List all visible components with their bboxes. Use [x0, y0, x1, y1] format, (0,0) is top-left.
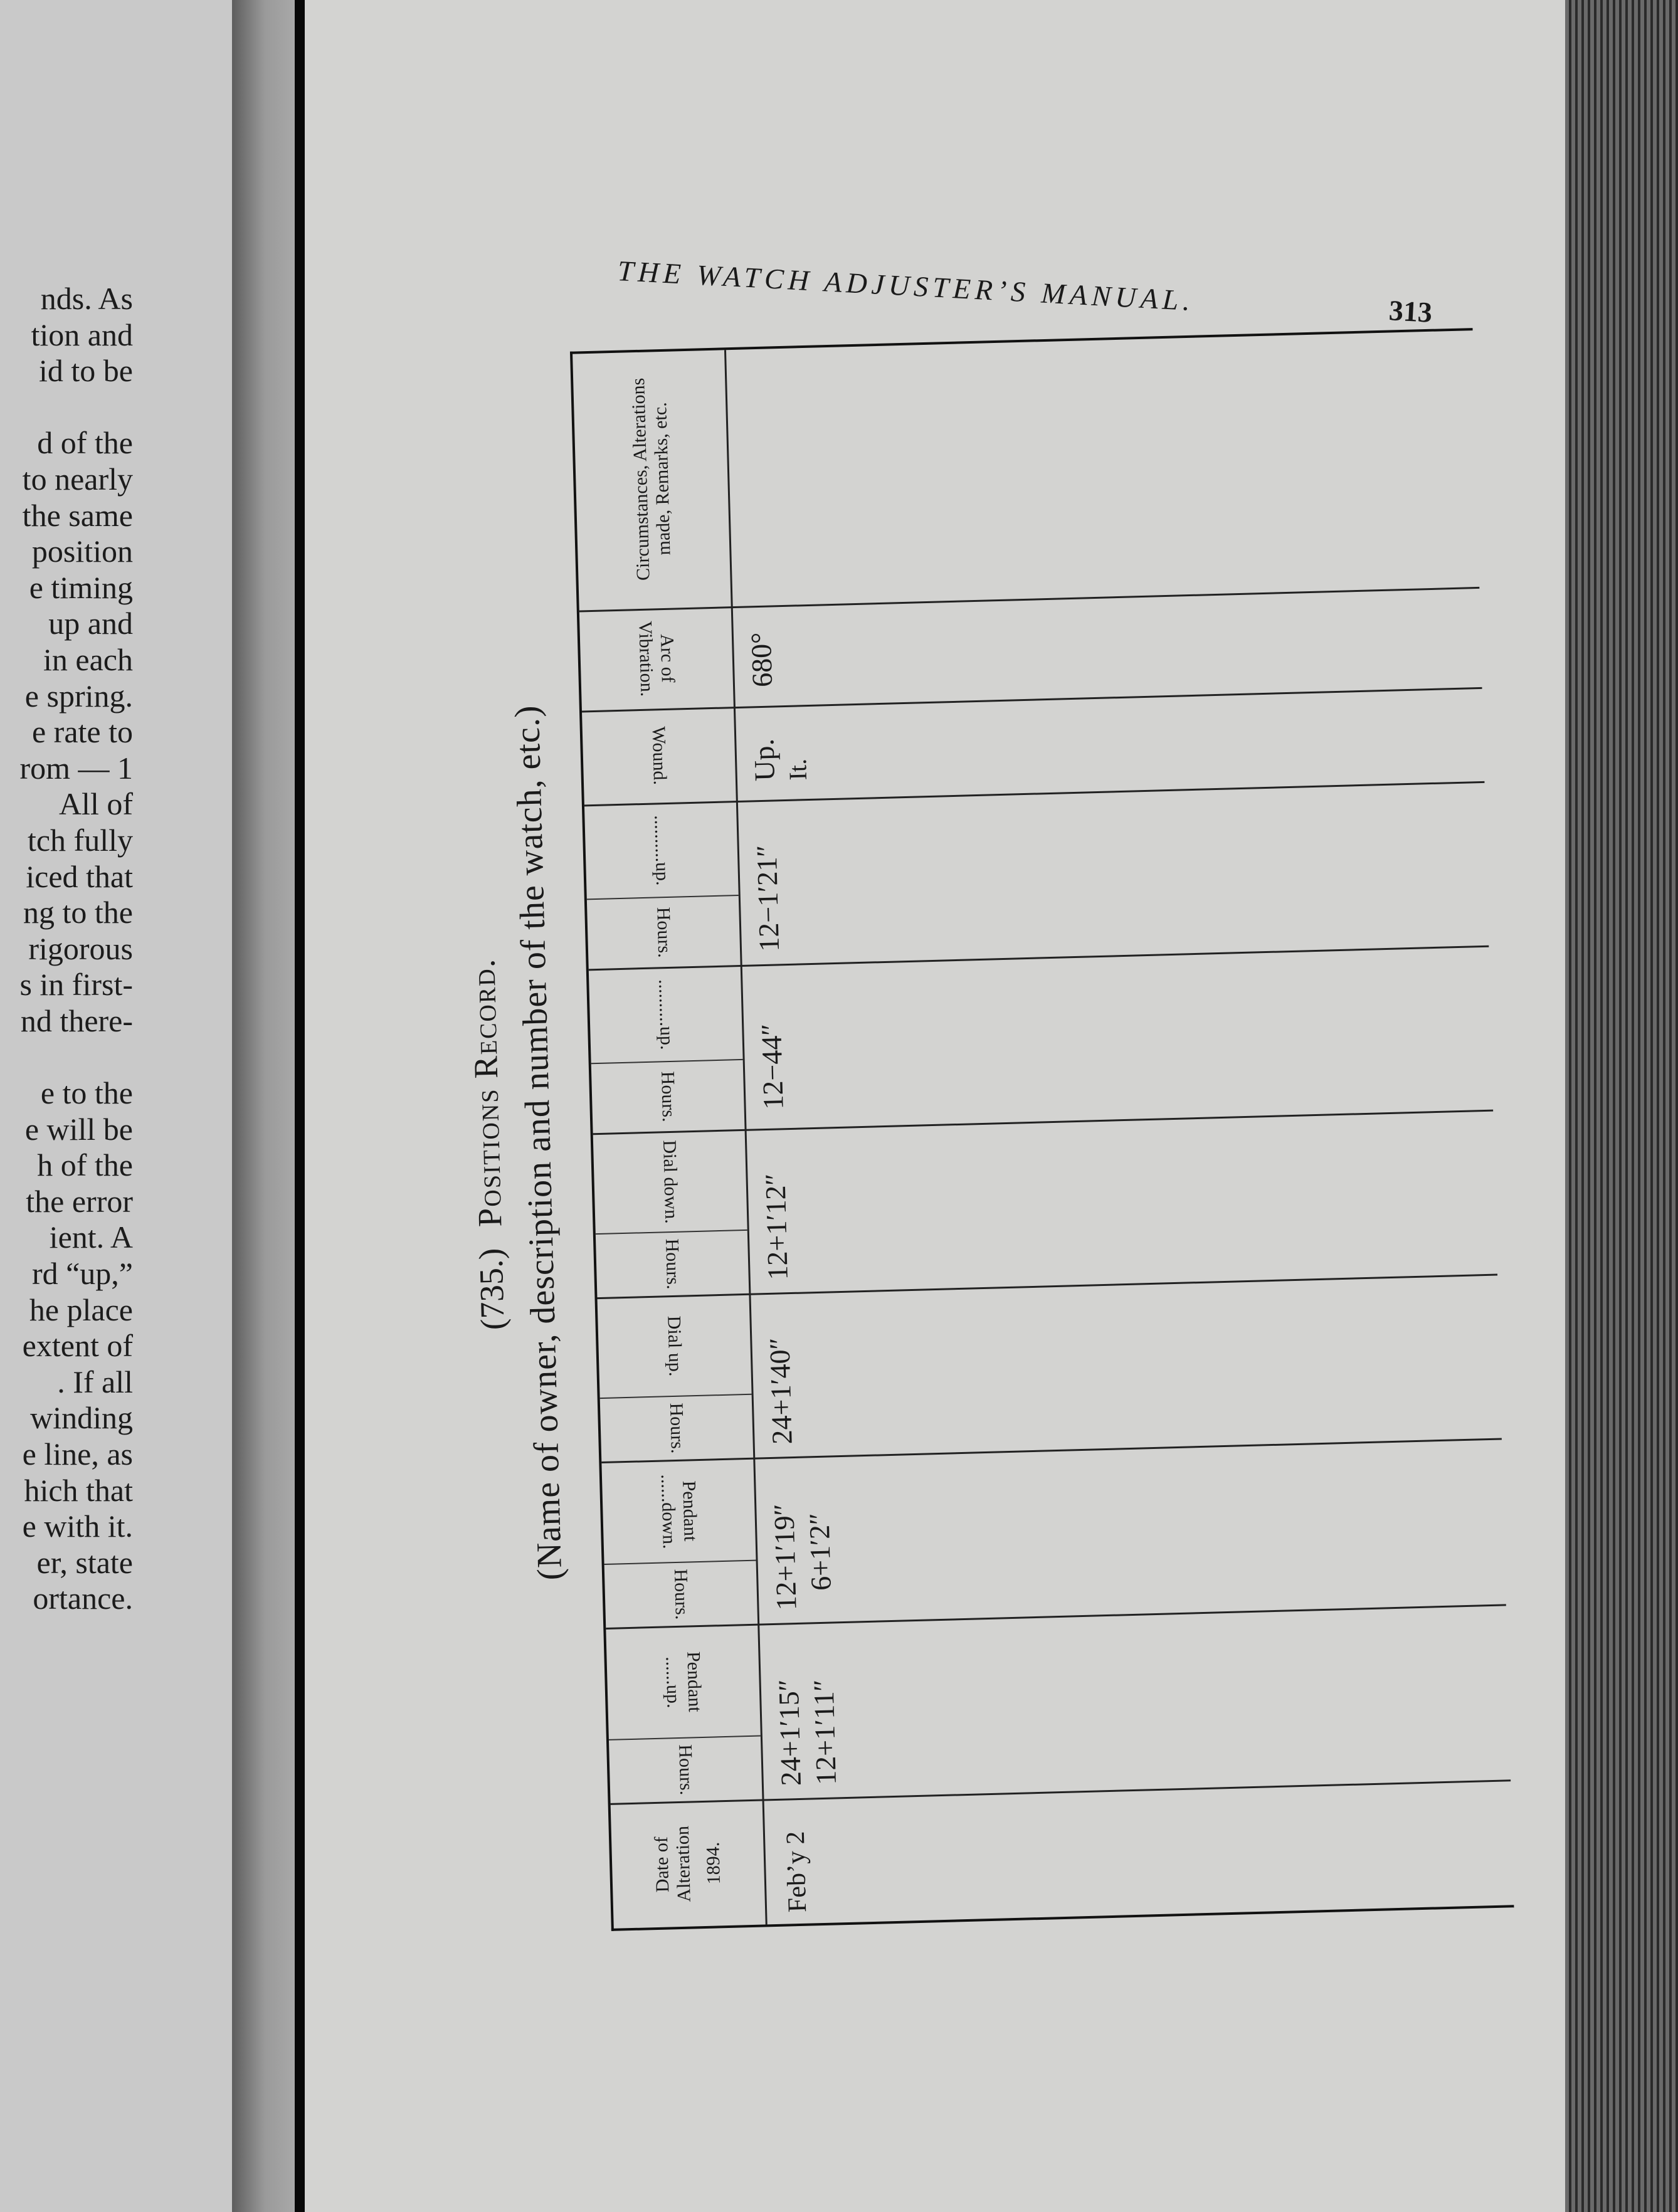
left-page-line: e to the [40, 1075, 133, 1111]
page-edges [1565, 0, 1678, 2212]
header-hours-3: Hours. [665, 1403, 689, 1454]
left-page-line: ng to the [23, 895, 133, 930]
left-page-line: iced that [26, 858, 133, 894]
positions-record-table [448, 331, 1404, 1934]
header-dial-down: Dial down. [658, 1139, 682, 1224]
cell-wound-2: It. [783, 758, 812, 781]
header-year: 1894. [702, 1841, 725, 1885]
header-hours-4: Hours. [662, 1238, 684, 1290]
header-blank-up-1: ..........up. [655, 979, 678, 1050]
cell-dial-up: 24+1′40″ [763, 1337, 798, 1445]
header-arc: Arc of Vibration. [635, 620, 678, 697]
left-page-line: the same [22, 497, 133, 533]
table-title: Positions Record. [464, 957, 509, 1228]
running-head: THE WATCH ADJUSTER’S MANUAL. [616, 255, 1196, 317]
cell-wound-1: Up. [747, 738, 781, 782]
col-pendant-down [601, 1438, 1506, 1627]
left-page-line: e line, as [22, 1436, 133, 1472]
left-page-line: rd “up,” [31, 1256, 133, 1292]
header-date: Date of Alteration [651, 1825, 695, 1903]
header-pendant-down: Pendant ......down. [657, 1473, 701, 1549]
cell-pendant-up-2: 12+1′11″ [807, 1678, 842, 1786]
left-page-line: ortance. [33, 1581, 133, 1616]
left-page-line: rigorous [28, 930, 133, 966]
table-subtitle: (Name of owner, description and number of the watch, etc.) [507, 704, 570, 1581]
col-blank-up-2 [584, 781, 1489, 969]
col-pendant-up [606, 1604, 1511, 1803]
cell-pendant-down-1: 12+1′19″ [768, 1503, 803, 1611]
left-page-line: ient. A [49, 1219, 133, 1255]
header-wound: Wound. [648, 726, 671, 786]
left-page-line: id to be [39, 353, 133, 389]
left-page-line: All of [58, 786, 133, 822]
header-pendant-up: Pendant ......up. [662, 1651, 705, 1713]
header-dial-up: Dial up. [663, 1315, 686, 1377]
left-page-line: e with it. [22, 1509, 133, 1544]
col-dial-down [593, 1110, 1497, 1298]
left-page-line [0, 389, 133, 426]
cell-blank-up-1: 12−44″ [755, 1023, 789, 1110]
cell-pendant-down-2: 6+1′2″ [803, 1512, 837, 1591]
left-page-line: in each [43, 641, 133, 677]
left-page-line: e spring. [24, 678, 133, 714]
table-grid [570, 328, 1514, 1931]
col-blank-up-1 [589, 945, 1493, 1134]
left-page-line: e rate to [31, 714, 133, 750]
cell-pendant-up-1: 24+1′15″ [772, 1678, 807, 1786]
left-page-line: d of the [37, 425, 133, 461]
header-remarks: Circumstances, Alterations made, Remarks, etc. [628, 377, 675, 581]
left-page-line: nds. As [40, 281, 133, 316]
col-dial-up [597, 1274, 1501, 1462]
header-hours-5: Hours. [657, 1071, 680, 1122]
cell-dial-down: 12+1′12″ [759, 1172, 794, 1281]
book-spine [295, 0, 305, 2212]
cell-arc: 680° [744, 631, 779, 688]
left-page-text [0, 281, 133, 1617]
left-facing-page [0, 0, 232, 2212]
left-page-line: h of the [37, 1147, 133, 1183]
left-page-line: extent of [22, 1328, 133, 1364]
left-page-line: tch fully [27, 822, 133, 858]
left-page-line [0, 1039, 133, 1075]
left-page-line: he place [29, 1292, 133, 1327]
table-number: (735.) [472, 1248, 512, 1331]
header-hours-6: Hours. [653, 907, 675, 958]
cell-date: Feb’y 2 [781, 1831, 813, 1913]
left-page-line: e timing [29, 569, 133, 605]
col-remarks [573, 328, 1479, 610]
left-page-line: hich that [24, 1472, 133, 1508]
left-page-line: . If all [57, 1364, 133, 1399]
left-page-line: er, state [36, 1544, 133, 1580]
cell-blank-up-2: 12−1′21″ [750, 844, 786, 952]
header-hours-2: Hours. [670, 1568, 692, 1620]
page-number: 313 [1388, 294, 1433, 329]
header-blank-up-2: ..........up. [650, 814, 673, 886]
left-page-line: to nearly [22, 461, 133, 497]
left-page-line: winding [30, 1400, 133, 1436]
left-page-line: nd there- [20, 1003, 133, 1038]
header-hours-1: Hours. [675, 1744, 697, 1796]
left-page-line: s in first- [19, 967, 133, 1003]
left-page-line: rom — 1 [19, 750, 133, 786]
col-date [611, 1779, 1514, 1929]
left-page-line: the error [26, 1183, 133, 1219]
left-page-line: tion and [31, 317, 133, 352]
left-page-line: e will be [24, 1111, 133, 1147]
left-page-line: position [31, 534, 133, 569]
left-page-line: up and [48, 606, 133, 641]
